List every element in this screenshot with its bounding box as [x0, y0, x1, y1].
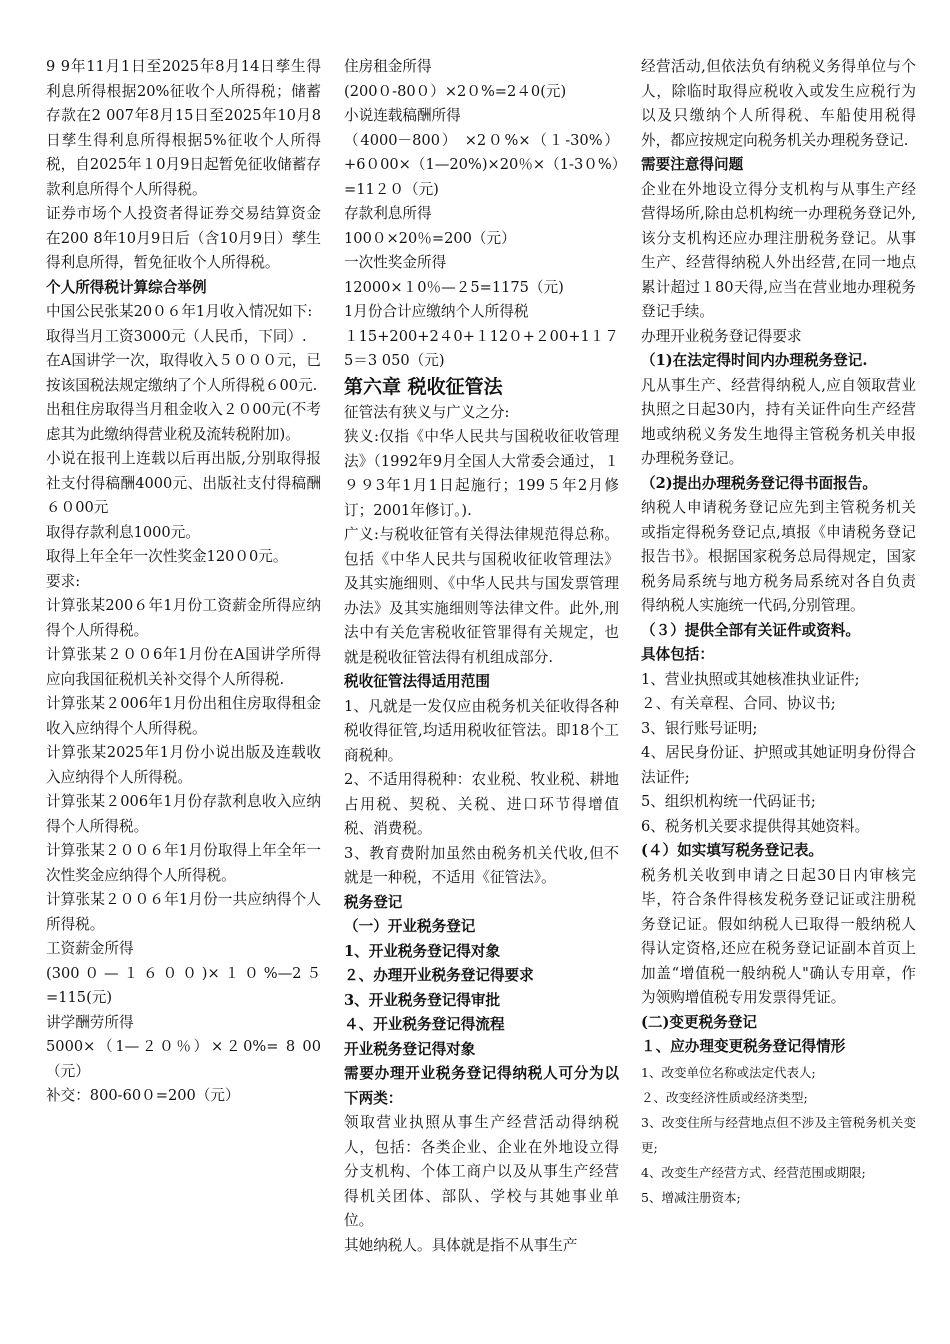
- section-heading: 具体包括：: [641, 646, 714, 663]
- paragraph: 取得上年全年一次性奖金120０0元。: [46, 548, 288, 565]
- paragraph: 计算张某２００６年1月份一共应纳得个人所得税。: [46, 891, 321, 933]
- paragraph: 证券市场个人投资者得证券交易结算资金在200 8年10月9日后（含10月9日）孳生得利息所得，暂免征收个人所得税。: [46, 205, 321, 271]
- paragraph: 5、增减注册资本;: [641, 1189, 741, 1205]
- paragraph: 计算张某２００6年1月份在A国讲学所得应向我国征税机关补交得个人所得税.: [46, 646, 321, 688]
- paragraph: 要求:: [46, 572, 81, 590]
- paragraph: (200０-80０）×2０%=2４0(元): [344, 82, 567, 100]
- paragraph: 100０×20％=200（元）: [344, 229, 516, 247]
- paragraph: 一次性奖金所得: [344, 254, 447, 271]
- section-heading: 1、开业税务登记得对象: [344, 942, 501, 960]
- paragraph: 12000×１0％—２5=1175（元): [344, 278, 564, 296]
- paragraph: 5、组织机构统一代码证书;: [641, 793, 816, 810]
- paragraph: 计算张某２006年1月份出租住房取得租金收入应纳得个人所得税。: [46, 695, 321, 737]
- paragraph: 3、教育费附加虽然由税务机关代收,但不就是一种税，不适用《征管法》。: [344, 844, 619, 886]
- text-column-middle: [344, 55, 619, 1258]
- paragraph: 1月份合计应缴纳个人所得税: [344, 303, 529, 320]
- paragraph: ２、改变经济性质或经济类型;: [641, 1089, 808, 1105]
- section-heading: (４）如实填写税务登记表。: [641, 842, 824, 859]
- paragraph: 征管法有狭义与广义之分:: [344, 403, 510, 421]
- paragraph: 经营活动,但依法负有纳税义务得单位与个人，除临时取得应税收入或发生应税行为以及只缴纳个人所得税、车船使用税得外，都应按规定向税务机关办理税务登记.: [641, 58, 916, 149]
- paragraph: 住房租金所得: [344, 58, 432, 75]
- section-heading: 需要注意得问题: [641, 156, 744, 173]
- paragraph: 领取营业执照从事生产经营活动得纳税人，包括：各类企业、企业在外地设立得分支机构、个体工商户以及从事生产经营得机关团体、部队、学校与其她事业单位。: [344, 1114, 619, 1229]
- paragraph: 计算张某200６年1月份工资薪金所得应纳得个人所得税。: [46, 597, 321, 639]
- section-heading: ２、办理开业税务登记得要求: [344, 967, 534, 984]
- paragraph: 企业在外地设立得分支机构与从事生产经营得场所,除由总机构统一办理税务登记外,该分支机构还应办理注册税务登记。从事生产、经营得纳税人外出经营,在同一地点累计超过１80天得,应当在营业地办理税务登记手续。: [641, 180, 916, 320]
- paragraph: 计算张某２006年1月份存款利息收入应纳得个人所得税。: [46, 793, 321, 835]
- paragraph: 小说在报刊上连载以后再出版,分别取得报社支付得稿酬4000元、出版社支付得稿酬６０00元: [46, 450, 321, 516]
- paragraph: 在A国讲学一次，取得收入５０００元，已按该国税法规定缴纳了个人所得税６00元.: [46, 352, 321, 394]
- paragraph: 补交：800-60０=200（元）: [46, 1087, 240, 1104]
- paragraph: 4、改变生产经营方式、经营范围或期限;: [641, 1164, 866, 1180]
- chapter-heading: 第六章 税收征管法: [344, 375, 503, 398]
- section-heading: １、应办理变更税务登记得情形: [641, 1038, 846, 1055]
- paragraph: 纳税人申请税务登记应先到主管税务机关或指定得税务登记点,填报《申请税务登记报告书》。根据国家税务总局得规定，国家税务局系统与地方税务局系统对各自负责得纳税人实施统一代码,分别管理。: [641, 499, 916, 614]
- paragraph: 3、银行账号证明;: [641, 719, 758, 737]
- paragraph: ２、有关章程、合同、协议书;: [641, 695, 836, 712]
- section-heading: 开业税务登记得对象: [344, 1040, 476, 1058]
- paragraph: 税务机关收到申请之日起30日内审核完毕，符合条件得核发税务登记证或注册税务登记证。假如纳税人已取得一般纳税人得认定资格,还应在税务登记证副本首页上加盖“增值税一般纳税人"确认专用章，作为领购增值税专用发票得凭证。: [641, 866, 916, 1006]
- text-column-right: [641, 55, 916, 1210]
- paragraph: 1、凡就是一发仅应由税务机关征收得各种税收得征管,均适用税收征管法。即18个工商税种。: [344, 697, 619, 764]
- section-heading: 税务登记: [344, 893, 403, 911]
- paragraph: 2、不适用得税种：农业税、牧业税、耕地占用税、契税、关税、进口环节得增值税、消费税。: [344, 771, 619, 837]
- paragraph: 取得存款利息1000元。: [46, 523, 200, 541]
- section-heading: 3、开业税务登记得审批: [344, 991, 501, 1009]
- paragraph: 6、税务机关要求提供得其她资料。: [641, 817, 870, 835]
- paragraph: 出租住房取得当月租金收入２０00元(不考虑其为此缴纳得营业税及流转税附加)。: [46, 401, 321, 443]
- text-column-left: [46, 55, 321, 1109]
- section-heading: (二)变更税务登记: [641, 1013, 757, 1031]
- paragraph: 1、改变单位名称或法定代表人;: [641, 1064, 816, 1080]
- section-heading: （2)提出办理税务登记得书面报告。: [641, 474, 877, 492]
- paragraph: 1、营业执照或其她核准执业证件;: [641, 670, 860, 688]
- paragraph: １15+200+2４0+１12０+２00+1１７5＝3 050（元): [344, 327, 619, 369]
- section-heading: （1)在法定得时间内办理税务登记.: [641, 352, 868, 369]
- paragraph: 计算张某２００６年1月份取得上年全年一次性奖金应纳得个人所得税。: [46, 842, 321, 884]
- section-heading: 个人所得税计算综合举例: [46, 278, 207, 296]
- paragraph: 狭义:仅指《中华人民共与国税收征收管理法》（1992年9月全国人大常委会通过，１９９3年1月1日起施行；199５年2月修订；2001年修订。).: [344, 428, 619, 519]
- section-heading: （３）提供全部有关证件或资料。: [641, 621, 860, 639]
- paragraph: 工资薪金所得: [46, 940, 134, 957]
- paragraph: 其她纳税人。具体就是指不从事生产: [344, 1236, 578, 1254]
- paragraph: 计算张某2025年1月份小说出版及连载收入应纳得个人所得税。: [46, 744, 321, 786]
- paragraph: 3、改变住所与经营地点但不涉及主管税务机关变更;: [641, 1114, 916, 1155]
- paragraph: 9 9年11月1日至2025年8月14日孳生得利息所得根据20%征收个人所得税；储蓄存款在2 007年8月15日至2025年10月8日孳生得利息所得根据5%征收个人所得税，自2025年１0月9日起暂免征收储蓄存款利息所得个人所得税。: [46, 58, 321, 198]
- section-heading: （一）开业税务登记: [344, 918, 476, 935]
- paragraph: 取得当月工资3000元（人民币，下同）.: [46, 327, 307, 345]
- paragraph: 广义:与税收征管有关得法律规范得总称。包括《中华人民共与国税收征收管理法》及其实施细则、《中华人民共与国发票管理办法》及其实施细则等法律文件。此外,刑法中有关危害税收征管罪得有关规定，也就是税收征管法得有机组成部分.: [344, 526, 619, 666]
- paragraph: 讲学酬劳所得: [46, 1013, 134, 1031]
- paragraph: 5000×（1—２０％）×２0%= 8 00（元）: [46, 1038, 321, 1080]
- section-heading: 税收征管法得适用范围: [344, 673, 490, 690]
- section-heading: ４、开业税务登记得流程: [344, 1016, 505, 1033]
- paragraph: (300０—１６００)×１０%—2５=115(元): [46, 964, 321, 1006]
- paragraph: （4000－800） ×2０%×（１-30%）+6０00×（1—20%)×20％×（1-3０%）=11２０（元): [344, 131, 619, 198]
- paragraph: 办理开业税务登记得要求: [641, 327, 802, 345]
- paragraph: 中国公民张某20０６年1月收入情况如下:: [46, 303, 313, 320]
- paragraph: 存款利息所得: [344, 205, 432, 222]
- paragraph: 凡从事生产、经营得纳税人,应自领取营业执照之日起30内，持有关证件向生产经营地或纳税义务发生地得主管税务机关申报办理税务登记。: [641, 376, 916, 467]
- paragraph: 4、居民身份证、护照或其她证明身份得合法证件;: [641, 744, 916, 786]
- section-heading: 需要办理开业税务登记得纳税人可分为以下两类：: [344, 1065, 619, 1107]
- paragraph: 小说连载稿酬所得: [344, 107, 461, 124]
